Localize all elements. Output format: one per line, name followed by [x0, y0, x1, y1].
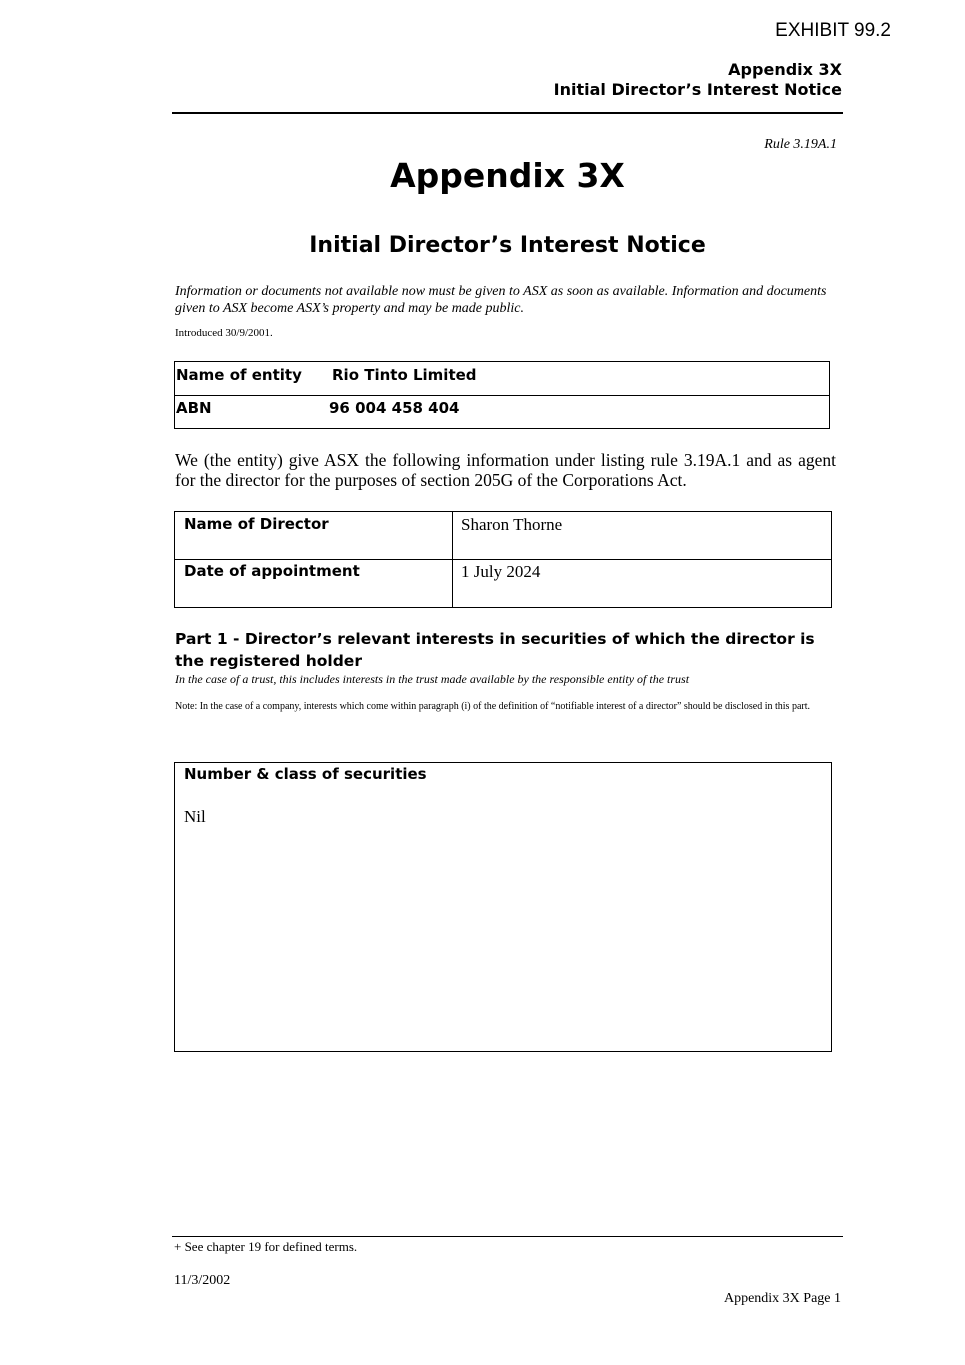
entity-name-label: Name of entity	[176, 366, 302, 384]
footer-date: 11/3/2002	[174, 1273, 231, 1288]
introduced-date: Introduced 30/9/2001.	[175, 327, 273, 339]
abn-label: ABN	[176, 399, 212, 417]
running-header-subtitle: Initial Director’s Interest Notice	[553, 80, 842, 99]
part1-note: Note: In the case of a company, interests which come within paragraph (i) of the definition of “notifiable interest of a director” should be disclosed in this part.	[175, 701, 810, 712]
footer-page-number: Appendix 3X Page 1	[723, 1291, 841, 1306]
director-table	[174, 511, 832, 608]
entity-details-box	[174, 361, 830, 429]
abn-value: 96 004 458 404	[329, 399, 460, 417]
director-name-value: Sharon Thorne	[461, 515, 563, 534]
running-header-title: Appendix 3X	[728, 60, 842, 79]
director-table-row-divider	[175, 559, 831, 560]
info-note: Information or documents not available now must be given to ASX as soon as available. Information and documents given to ASX become ASX’s property and may be made public.	[175, 284, 827, 316]
footer-divider	[172, 1236, 843, 1237]
page-title: Appendix 3X	[390, 156, 625, 195]
appointment-date-label: Date of appointment	[184, 562, 360, 580]
rule-reference: Rule 3.19A.1	[764, 137, 837, 152]
part1-heading: Part 1 - Director’s relevant interests in securities of which the director is the registered holder	[175, 630, 815, 670]
header-divider	[172, 112, 843, 114]
page-subtitle: Initial Director’s Interest Notice	[309, 233, 706, 258]
footer-terms-note: + See chapter 19 for defined terms.	[174, 1239, 358, 1254]
appointment-date-value: 1 July 2024	[461, 562, 541, 581]
securities-label: Number & class of securities	[184, 765, 427, 783]
exhibit-label: EXHIBIT 99.2	[775, 20, 891, 41]
entity-statement: We (the entity) give ASX the following information under listing rule 3.19A.1 and as agent for the director for the purposes of section 205G of the Corporations Act.	[175, 450, 836, 490]
securities-box	[174, 762, 832, 1052]
entity-name-value: Rio Tinto Limited	[332, 366, 477, 384]
director-table-column-divider	[452, 512, 453, 607]
director-name-label: Name of Director	[184, 515, 329, 533]
part1-subheading: In the case of a trust, this includes interests in the trust made available by the responsible entity of the trust	[175, 672, 690, 686]
securities-value: Nil	[184, 807, 206, 826]
